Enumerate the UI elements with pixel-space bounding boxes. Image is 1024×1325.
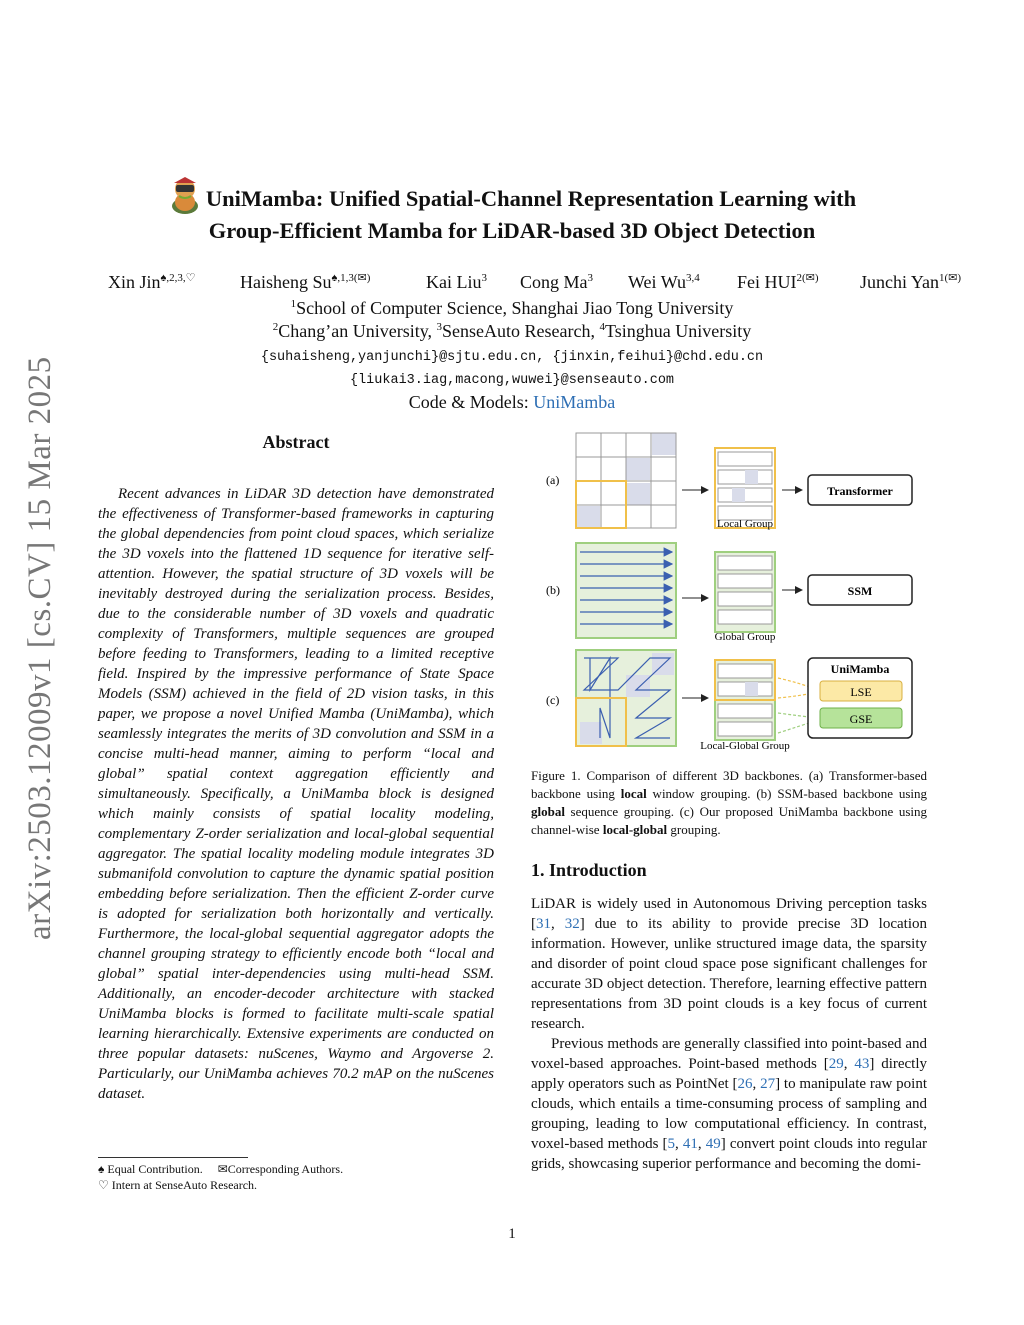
grid-c <box>576 650 676 746</box>
citation-link[interactable]: 5 <box>667 1136 675 1152</box>
paper-title <box>0 176 1024 246</box>
author-sup: 3 <box>481 272 487 284</box>
intro-text: ] convert point clouds into regular grids, showcasing superior performance and becoming the domi- <box>531 1136 928 1172</box>
intro-text: ] directly apply operators such as PointNet [ <box>531 1056 928 1092</box>
intro-text: LiDAR is widely used in Autonomous Driving perception tasks [ <box>531 896 927 932</box>
citation-sep: , <box>843 1056 855 1072</box>
footnote-line-1 <box>98 1162 343 1177</box>
author-5 <box>628 272 700 293</box>
intro-text: ] due to its ability to provide precise 3D location information. However, unlike structured image data, the sparsity and disorder of point cloud space pose significant challenges for accurate 3D object detection. Therefore, learning effective pattern representations from 3D point clouds is a key focus of current research. <box>531 916 927 1032</box>
author-3 <box>426 272 487 293</box>
row-label-c: (c) <box>546 693 560 707</box>
transformer-label: Transformer <box>827 484 893 498</box>
intro-paragraph-2 <box>531 1034 927 1174</box>
citation-link[interactable]: 29 <box>828 1056 844 1072</box>
citation-link[interactable]: 27 <box>760 1076 776 1092</box>
author-sup: ♠,1,3(✉) <box>331 272 371 284</box>
author-name: Wei Wu <box>628 272 686 292</box>
intro-text: ] to manipulate raw point clouds, which entails a time-consuming process of sampling and grouping, leading to low computational efficiency. In contrast, voxel-based methods [ <box>531 1076 927 1152</box>
author-name: Haisheng Su <box>240 272 332 292</box>
unimamba-label: UniMamba <box>830 662 890 676</box>
citation-link[interactable]: 26 <box>737 1076 753 1092</box>
author-2 <box>240 272 370 293</box>
author-1 <box>108 272 195 293</box>
title-line-1 <box>0 176 1024 216</box>
title-line-1-text: UniMamba: Unified Spatial-Channel Representation Learning with <box>205 186 857 211</box>
affiliation-text: School of Computer Science, Shanghai Jiao Tong University <box>296 298 734 318</box>
citation-sep: , <box>675 1136 683 1152</box>
code-label: Code & Models: <box>408 392 534 412</box>
affiliation-text: Chang’an University, <box>278 321 437 341</box>
author-sup: ♠,2,3,♡ <box>160 272 196 284</box>
footnote-line-2: ♡ Intern at SenseAuto Research. <box>98 1178 258 1192</box>
citation-sep: , <box>697 1136 706 1152</box>
citation-link[interactable]: 32 <box>564 916 580 932</box>
group-label-local: Local Group <box>717 518 773 530</box>
citation-link[interactable]: 49 <box>705 1136 721 1152</box>
intro-paragraph-1 <box>531 894 927 1034</box>
affiliation-sup: 3 <box>436 321 443 333</box>
affiliation-sup: 4 <box>599 321 606 333</box>
affiliation-text: Tsinghua University <box>605 321 752 341</box>
intro-text: Previous methods are generally classified into point-based and voxel-based approaches. Point-based methods [ <box>531 1036 927 1072</box>
row-label-b: (b) <box>546 583 560 597</box>
row-label-a: (a) <box>546 473 560 487</box>
footnote-equal: ♠ Equal Contribution. <box>98 1162 203 1176</box>
code-line <box>0 392 1024 413</box>
affiliation-sup: 1 <box>290 298 297 310</box>
author-sup: 2(✉) <box>796 272 819 284</box>
affiliation-line-1 <box>0 298 1024 319</box>
caption-text: window grouping. (b) SSM-based backbone using <box>646 786 928 801</box>
author-name: Xin Jin <box>108 272 161 292</box>
abstract-text: Recent advances in LiDAR 3D detection have demonstrated the effectiveness of Transformer-based frameworks in capturing the global dependencies from point cloud spaces, which serialize the 3D voxels into the flattened 1D sequence for iterative self-attention. However, the spatial structure of 3D voxels will be inevitably destroyed during the serialization process. Besides, due to the considerable number of 3D voxels and quadratic complexity of Transformers, multiple sequences are grouped before feeding to Transformers, leading to a limited receptive field. Inspired by the impressive performance of State Space Models (SSM) achieved in the field of 2D vision tasks, in this paper, we propose a novel Unified Mamba (UniMamba), which seamlessly integrates the merits of 3D convolution and SSM in a concise multi-head manner, aiming to perform “local and global” spatial context aggregation efficiently and simultaneously. Specifically, a UniMamba block is designed which mainly consists of spatial locality modeling, complementary Z-order serialization and local-global sequential aggregator. The spatial locality modeling module integrates 3D submanifold convolution to capture the dynamic spatial position embedding before serialization. Then the efficient Z-order curve is adopted for serialization both horizontally and vertically. Furthermore, the local-global sequential aggregator adopts the channel grouping strategy to efficiently encode both “local and global” spatial inter-dependencies using multi-head SSM. Additionally, an encoder-decoder architecture with stacked UniMamba blocks is formed to facilitate multi-scale spatial learning hierarchically. Extensive experiments are conducted on three popular datasets: nuScenes, Waymo and Argoverse 2. Particularly, our UniMamba achieves 70.2 mAP on the nuScenes dataset. <box>98 486 494 1102</box>
caption-bold: local <box>620 786 647 801</box>
grid-a <box>576 433 676 528</box>
caption-text: Figure 1. Comparison of different 3D backbones. (a) Transformer-based backbone using <box>531 768 927 801</box>
local-global-group-c <box>715 660 775 740</box>
author-6 <box>737 272 819 293</box>
caption-bold: global <box>531 804 565 819</box>
figure-1 <box>540 428 950 758</box>
affiliation-sup: 2 <box>272 321 279 333</box>
citation-link[interactable]: 41 <box>682 1136 698 1152</box>
citation-link[interactable]: 43 <box>854 1056 870 1072</box>
lse-label: LSE <box>850 685 872 699</box>
title-line-2: Group-Efficient Mamba for LiDAR-based 3D Object Detection <box>208 218 816 243</box>
group-label-local-global: Local-Global Group <box>700 740 790 752</box>
code-link[interactable]: UniMamba <box>533 392 616 412</box>
caption-text: sequence grouping. (c) Our proposed UniMamba backbone using channel-wise <box>531 804 927 837</box>
global-group-b <box>715 552 775 632</box>
author-sup: 3,4 <box>685 272 700 284</box>
group-label-global: Global Group <box>714 631 776 643</box>
ssm-label: SSM <box>847 584 873 598</box>
author-sup: 1(✉) <box>939 272 962 284</box>
figure-caption <box>531 767 927 839</box>
email-line-2: {liukai3.iag,macong,wuwei}@senseauto.com <box>349 373 675 388</box>
author-4 <box>520 272 593 293</box>
author-name: Junchi Yan <box>860 272 940 292</box>
caption-text: grouping. <box>667 822 721 837</box>
author-7 <box>860 272 961 293</box>
citation-sep: , <box>551 916 565 932</box>
email-line-1: {suhaisheng,yanjunchi}@sjtu.edu.cn, {jinxin,feihui}@chd.edu.cn <box>260 350 764 365</box>
abstract-heading: Abstract <box>262 432 330 452</box>
citation-link[interactable]: 31 <box>536 916 551 932</box>
grid-b <box>576 543 676 638</box>
intro-heading: 1. Introduction <box>531 860 647 880</box>
author-name: Fei HUI <box>737 272 797 292</box>
local-group-a <box>715 448 775 528</box>
page-number: 1 <box>508 1226 516 1242</box>
mamba-logo-icon <box>168 176 202 216</box>
footnote-rule <box>98 1157 248 1158</box>
arxiv-stamp: arXiv:2503.12009v1 [cs.CV] 15 Mar 2025 <box>22 356 58 940</box>
citation-sep: , <box>752 1076 761 1092</box>
gse-label: GSE <box>849 712 873 726</box>
author-name: Kai Liu <box>426 272 482 292</box>
affiliation-line-2 <box>0 321 1024 342</box>
author-sup: 3 <box>587 272 593 284</box>
author-name: Cong Ma <box>520 272 588 292</box>
footnote-corresponding: ✉Corresponding Authors. <box>217 1162 344 1176</box>
affiliation-text: SenseAuto Research, <box>442 321 600 341</box>
caption-bold: local-global <box>602 822 668 837</box>
